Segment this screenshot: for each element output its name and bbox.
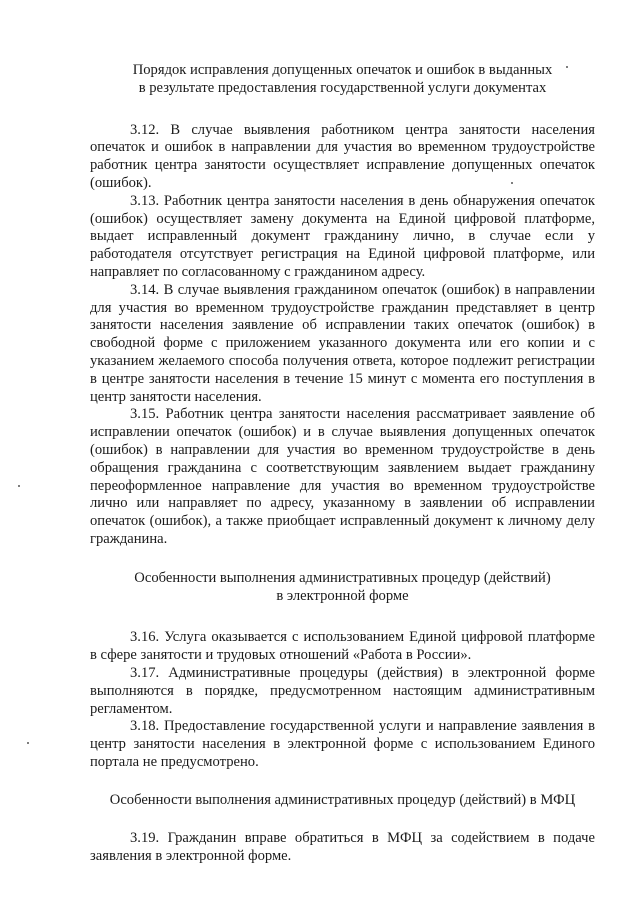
section-heading-mfc: Особенности выполнения административных процедур (действий) в МФЦ [109,791,576,808]
section-heading-corrections: Порядок исправления допущенных опечаток и ошибок в выданных в результате предоставления государственной услуги документах [132,62,553,96]
scan-speck [511,182,513,184]
paragraph-3-14: 3.14. В случае выявления гражданином опечаток (ошибок) в направлении для участия во временном трудоустройстве гражданин представляет в центр занятости населения заявление об исправлении таких опечаток (ошибок) в свободной форме с приложением указанного документа или его копии и с указанием желаемого способа получения ответа, которое подлежит регистрации в центре занятости населения в течение 15 минут с момента его поступления в центр занятости населения. [90,281,595,405]
scan-speck [566,66,568,68]
paragraph-3-17: 3.17. Административные процедуры (действия) в электронной форме выполняются в порядке, предусмотренном настоящим административным регламентом. [90,664,595,717]
scan-speck [18,485,20,487]
scan-speck [27,742,29,744]
document-body [90,62,595,866]
section-heading-electronic: Особенности выполнения административных процедур (действий) в электронной форме [134,569,551,604]
paragraph-3-19: 3.19. Гражданин вправе обратиться в МФЦ за содействием в подаче заявления в электронной форме. [90,830,595,865]
paragraph-3-16: 3.16. Услуга оказывается с использованием Единой цифровой платформе в сфере занятости и трудовых отношений «Работа в России». [90,629,595,664]
paragraph-3-18: 3.18. Предоставление государственной услуги и направление заявления в центр занятости населения в электронной форме с использованием Единого портала не предусмотрено. [90,718,595,770]
paragraph-3-13: 3.13. Работник центра занятости населения в день обнаружения опечаток (ошибок) осуществляет замену документа на Единой цифровой платформе, выдает исправленный документ гражданину лично, в случае если у работодателя отсутствует регистрация на Единой цифровой платформе, или направляет по согласованному с гражданином адресу. [90,192,595,280]
paragraph-3-12: 3.12. В случае выявления работником центра занятости населения опечаток и ошибок в направлении для участия во временном трудоустройстве работник центра занятости осуществляет исправление допущенных опечаток (ошибок). [90,121,595,191]
paragraph-3-15: 3.15. Работник центра занятости населения рассматривает заявление об исправлении опечаток (ошибок) и в случае выявления допущенных опечаток (ошибок) в направлении для участия во временном трудоустройстве в день обращения гражданина с соответствующим заявлением выдает гражданину переоформленное направление для участия во временном трудоустройстве лично или направляет по адресу, указанному в заявлении об исправлении опечаток (ошибок), а также приобщает исправленный документ к личному делу гражданина. [90,406,595,547]
